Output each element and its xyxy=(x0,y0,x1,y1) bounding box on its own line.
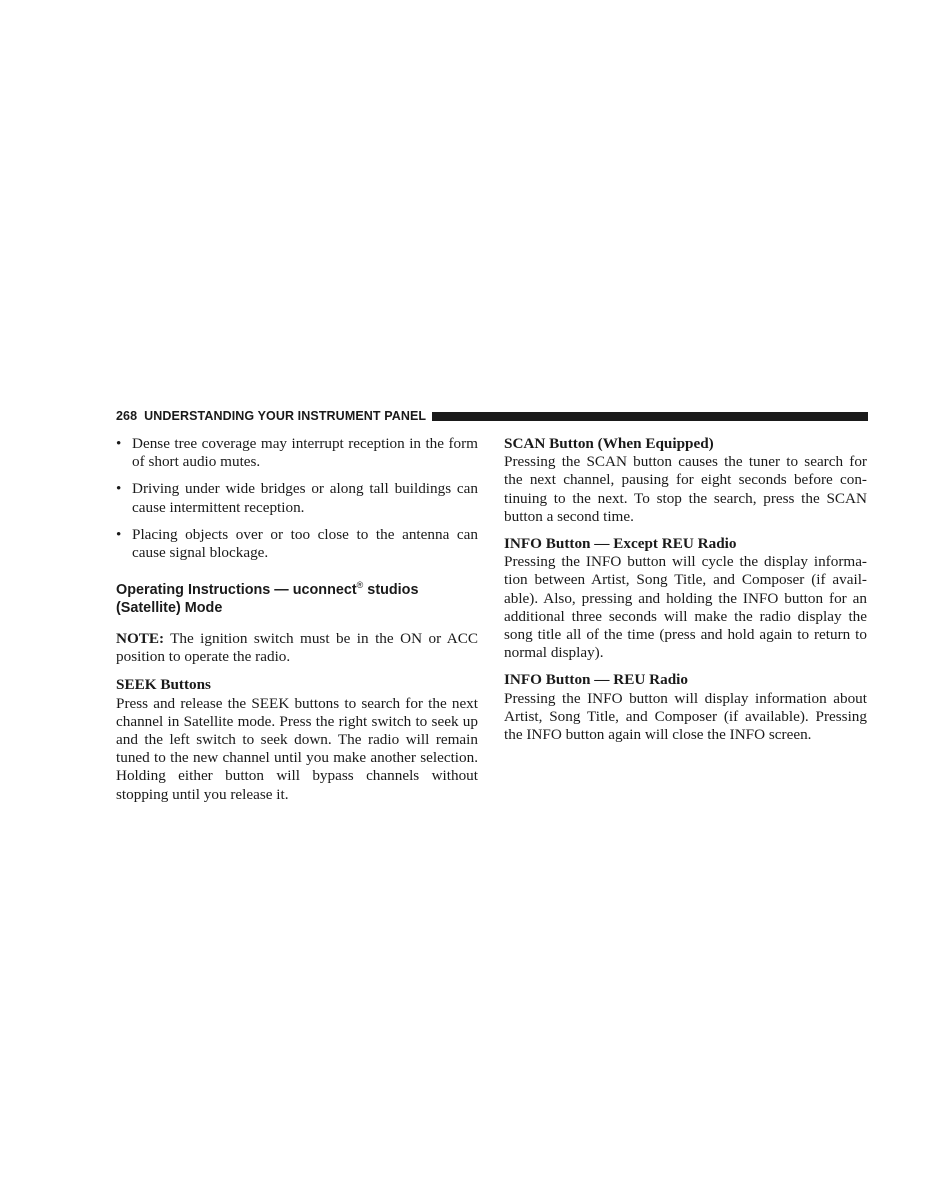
bullet-icon: • xyxy=(116,480,122,498)
registered-mark: ® xyxy=(356,580,364,591)
bullet-item xyxy=(116,526,478,562)
bullet-item xyxy=(116,435,478,471)
bullet-text: Placing objects over or too close to the antenna can cause signal blockage. xyxy=(132,525,478,562)
bullet-text: Driving under wide bridges or along tall buildings can cause intermittent reception. xyxy=(132,480,478,516)
page-number: 268 xyxy=(116,409,138,423)
header-text xyxy=(116,409,426,423)
seek-heading: SEEK Buttons xyxy=(116,676,211,694)
bullet-list xyxy=(116,435,478,562)
seek-text: Press and release the SEEK buttons to search for the next channel in Satellite mode. Press the right switch to seek up and the left switch to seek down. The radio will remain tuned to the new channel until you make another selection. Holding either button will bypass channels without stopping until you release it. xyxy=(116,694,478,803)
bullet-item xyxy=(116,480,478,516)
note-paragraph xyxy=(116,630,478,666)
info-reu-text: Pressing the INFO button will display information about Artist, Song Title, and Composer (if available). Pressing the INFO button again will close the INFO screen. xyxy=(504,689,867,744)
section-heading-part1: Operating Instructions — uconnect xyxy=(116,582,357,599)
right-column xyxy=(504,435,867,753)
info-reu-heading: INFO Button — REU Radio xyxy=(504,671,688,689)
section-heading-part2: studios (Satellite) Mode xyxy=(116,582,419,617)
bullet-icon: • xyxy=(116,435,122,452)
info-except-reu-text: Pressing the INFO button will cycle the display informa-tion between Artist, Song Title, and Composer (if avail-able). Also, pressing and holding the INFO button for an additional three seconds will make the radio display the song title all of the time (press and hold again to return to normal display). xyxy=(504,553,867,662)
page-header xyxy=(116,408,868,424)
note-label: NOTE: xyxy=(116,630,165,648)
note-text: The ignition switch must be in the ON or ACC position to operate the radio. xyxy=(116,630,478,666)
scan-text: Pressing the SCAN button causes the tuner to search for the next channel, pausing for eight seconds before con-tinuing to the next. To stop the search, press the SCAN button a second time. xyxy=(504,453,867,525)
header-title: UNDERSTANDING YOUR INSTRUMENT PANEL xyxy=(144,409,427,423)
section-heading xyxy=(116,576,478,617)
bullet-icon: • xyxy=(116,525,122,543)
left-column xyxy=(116,435,478,813)
scan-heading: SCAN Button (When Equipped) xyxy=(504,435,714,452)
bullet-text: Dense tree coverage may interrupt reception in the form of short audio mutes. xyxy=(132,435,478,471)
header-rule xyxy=(432,412,868,421)
info-except-reu-heading: INFO Button — Except REU Radio xyxy=(504,535,737,553)
